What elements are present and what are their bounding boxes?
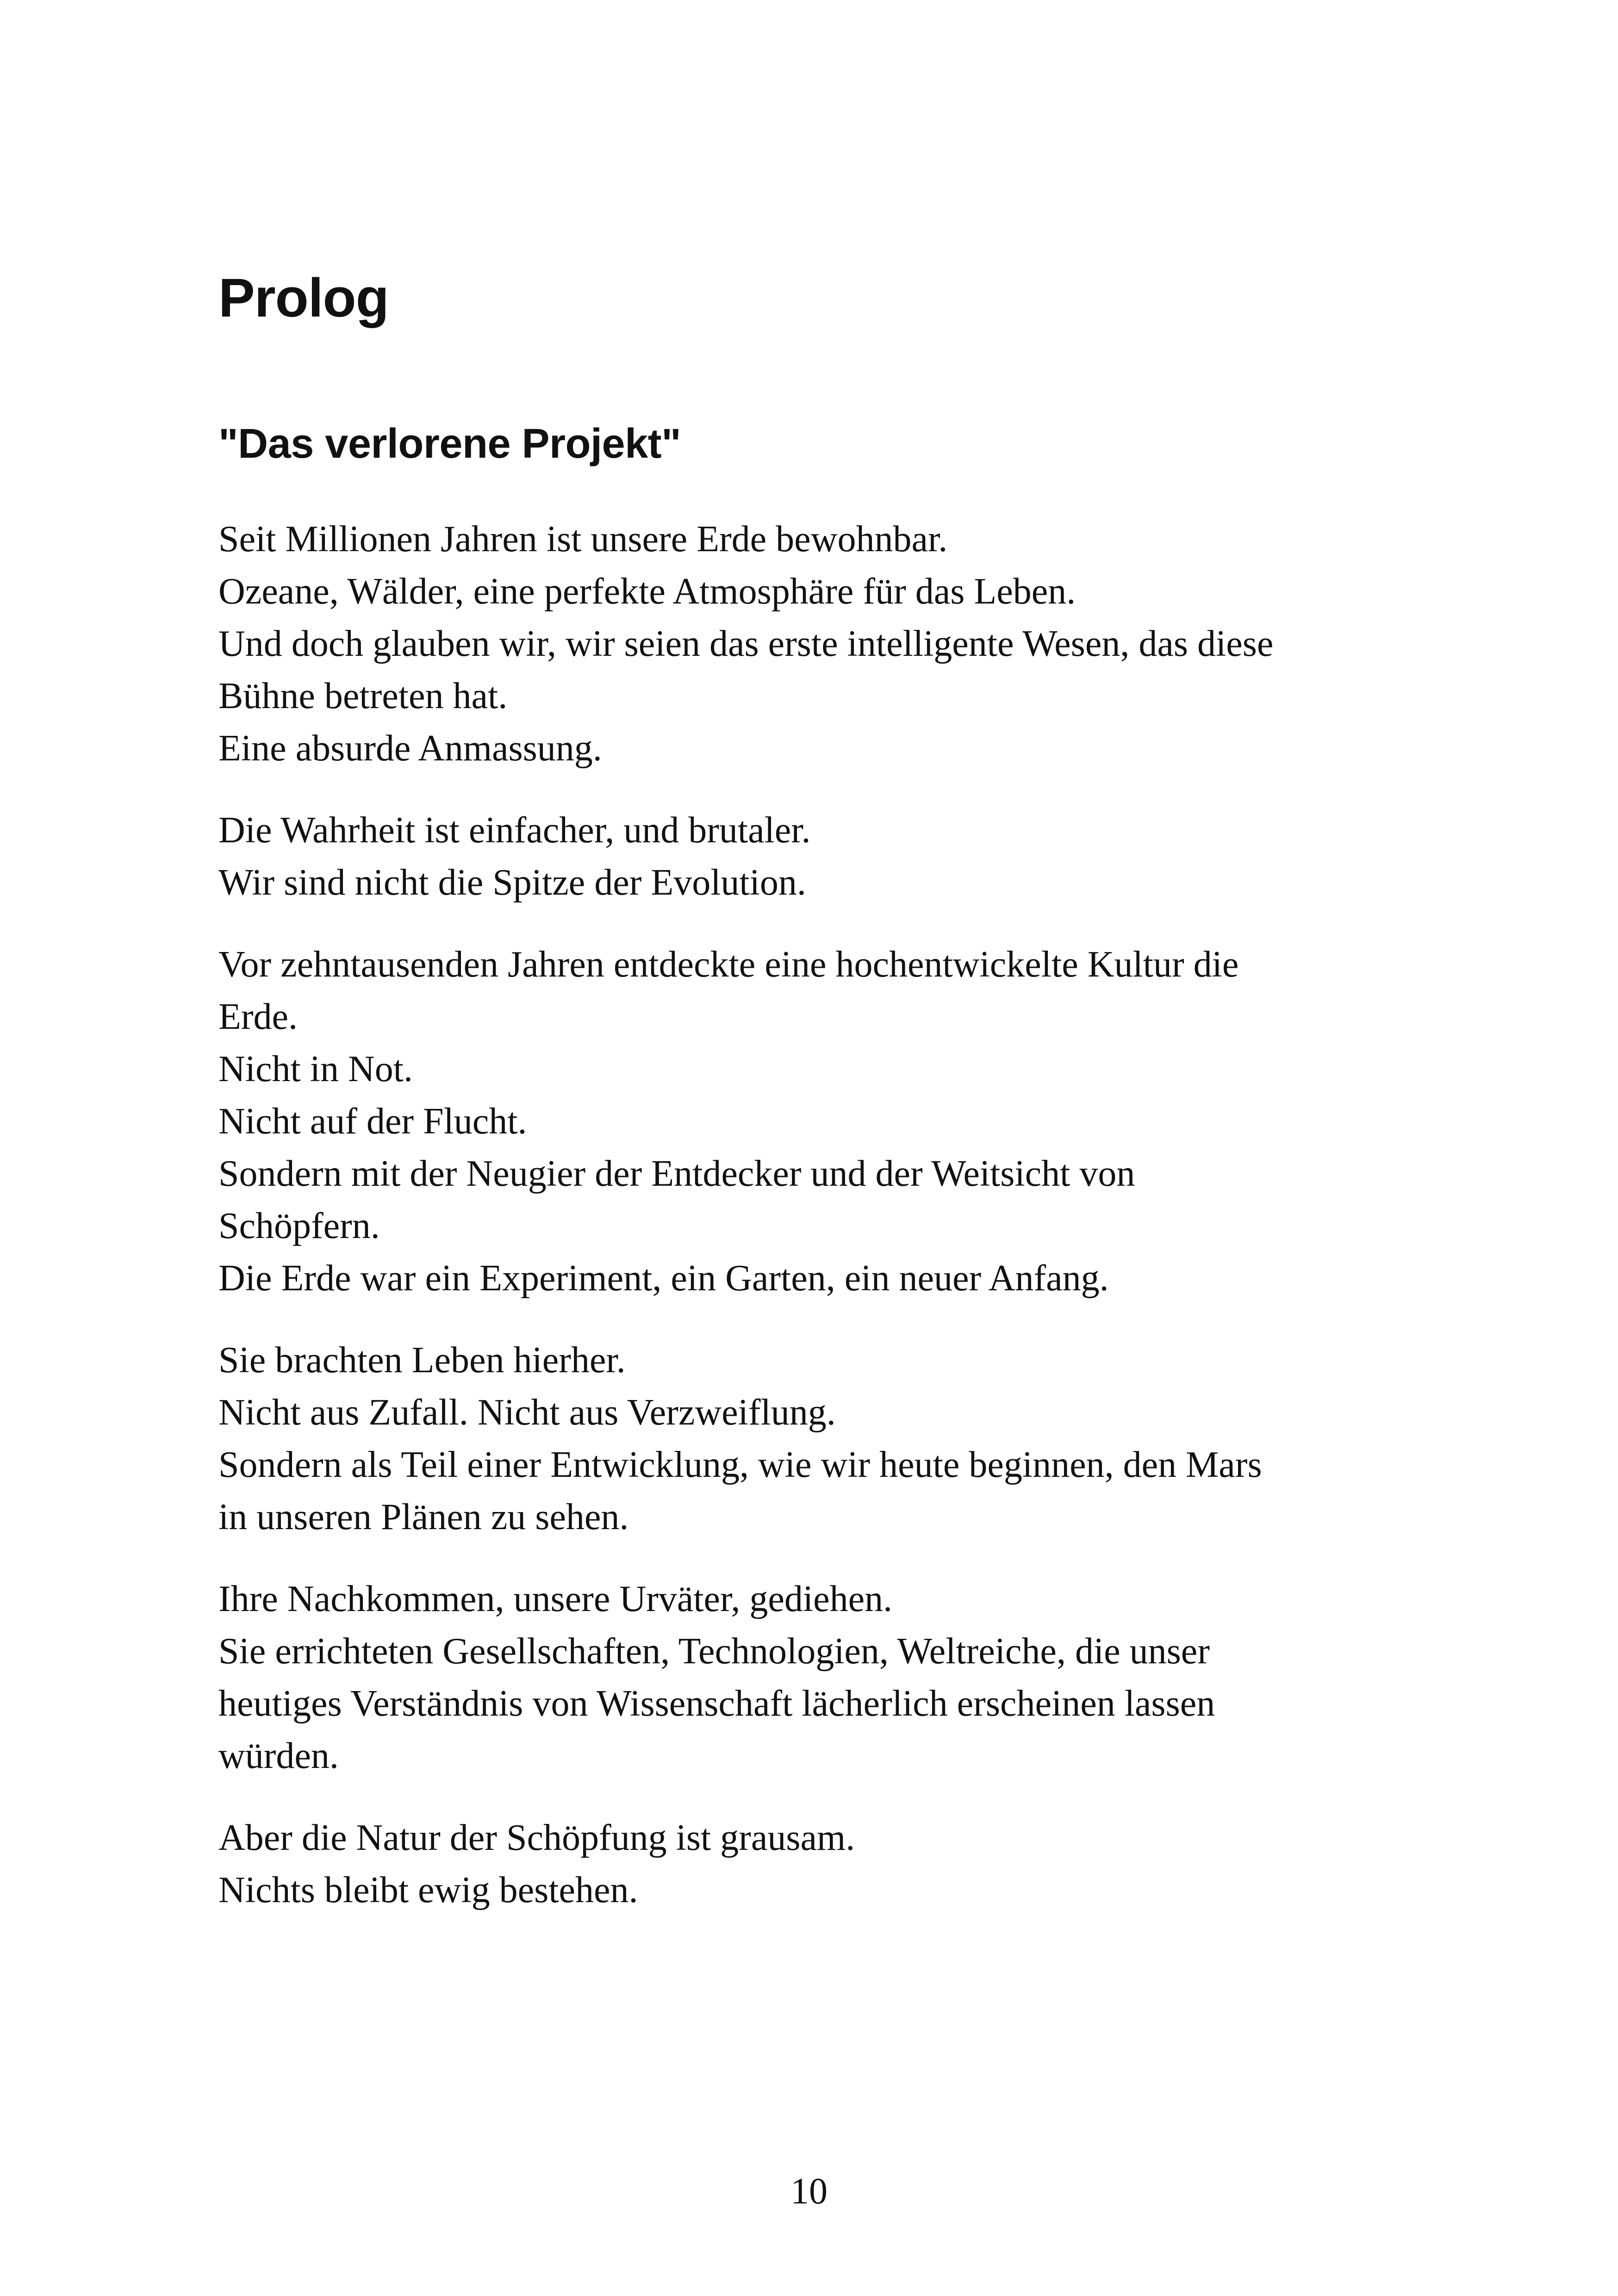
text-line: Ozeane, Wälder, eine perfekte Atmosphäre für das Leben. xyxy=(218,571,1076,612)
page-content xyxy=(218,268,1403,1946)
text-line: Sie brachten Leben hierher. xyxy=(218,1339,626,1381)
text-line: Ihre Nachkommen, unsere Urväter, gediehen. xyxy=(218,1578,893,1619)
text-line: Und doch glauben wir, wir seien das erste intelligente Wesen, das diese xyxy=(218,623,1274,664)
text-line: Sondern als Teil einer Entwicklung, wie wir heute beginnen, den Mars xyxy=(218,1444,1262,1485)
text-line: Erde. xyxy=(218,996,298,1037)
text-line: Die Erde war ein Experiment, ein Garten, ein neuer Anfang. xyxy=(218,1257,1109,1299)
text-line: Die Wahrheit ist einfacher, und brutaler. xyxy=(218,809,811,851)
text-line: Vor zehntausenden Jahren entdeckte eine hochentwickelte Kultur die xyxy=(218,944,1239,985)
paragraph-3 xyxy=(218,939,1403,1305)
text-line: Nicht auf der Flucht. xyxy=(218,1101,527,1142)
text-line: Sie errichteten Gesellschaften, Technologien, Weltreiche, die unser xyxy=(218,1630,1210,1672)
text-line: Schöpfern. xyxy=(218,1205,380,1246)
text-line: Nichts bleibt ewig bestehen. xyxy=(218,1869,638,1910)
chapter-title: Prolog xyxy=(218,268,389,329)
paragraph-4 xyxy=(218,1334,1403,1543)
text-line: Nicht in Not. xyxy=(218,1048,413,1089)
section-title: "Das verlorene Projekt" xyxy=(218,420,681,467)
text-line: Bühne betreten hat. xyxy=(218,675,508,716)
text-line: Eine absurde Anmassung. xyxy=(218,728,602,769)
paragraph-2 xyxy=(218,804,1403,909)
paragraph-1 xyxy=(218,513,1403,775)
text-line: heutiges Verständnis von Wissenschaft lächerlich erscheinen lassen xyxy=(218,1683,1215,1724)
page-number: 10 xyxy=(790,2171,828,2212)
text-line: Sondern mit der Neugier der Entdecker und der Weitsicht von xyxy=(218,1153,1135,1194)
text-line: Nicht aus Zufall. Nicht aus Verzweiflung. xyxy=(218,1392,836,1433)
text-line: Aber die Natur der Schöpfung ist grausam. xyxy=(218,1817,855,1858)
paragraph-5 xyxy=(218,1573,1403,1782)
text-line: würden. xyxy=(218,1735,339,1776)
text-line: in unseren Plänen zu sehen. xyxy=(218,1496,629,1537)
text-line: Wir sind nicht die Spitze der Evolution. xyxy=(218,862,806,903)
paragraph-6 xyxy=(218,1812,1403,1916)
text-line: Seit Millionen Jahren ist unsere Erde bewohnbar. xyxy=(218,518,948,560)
